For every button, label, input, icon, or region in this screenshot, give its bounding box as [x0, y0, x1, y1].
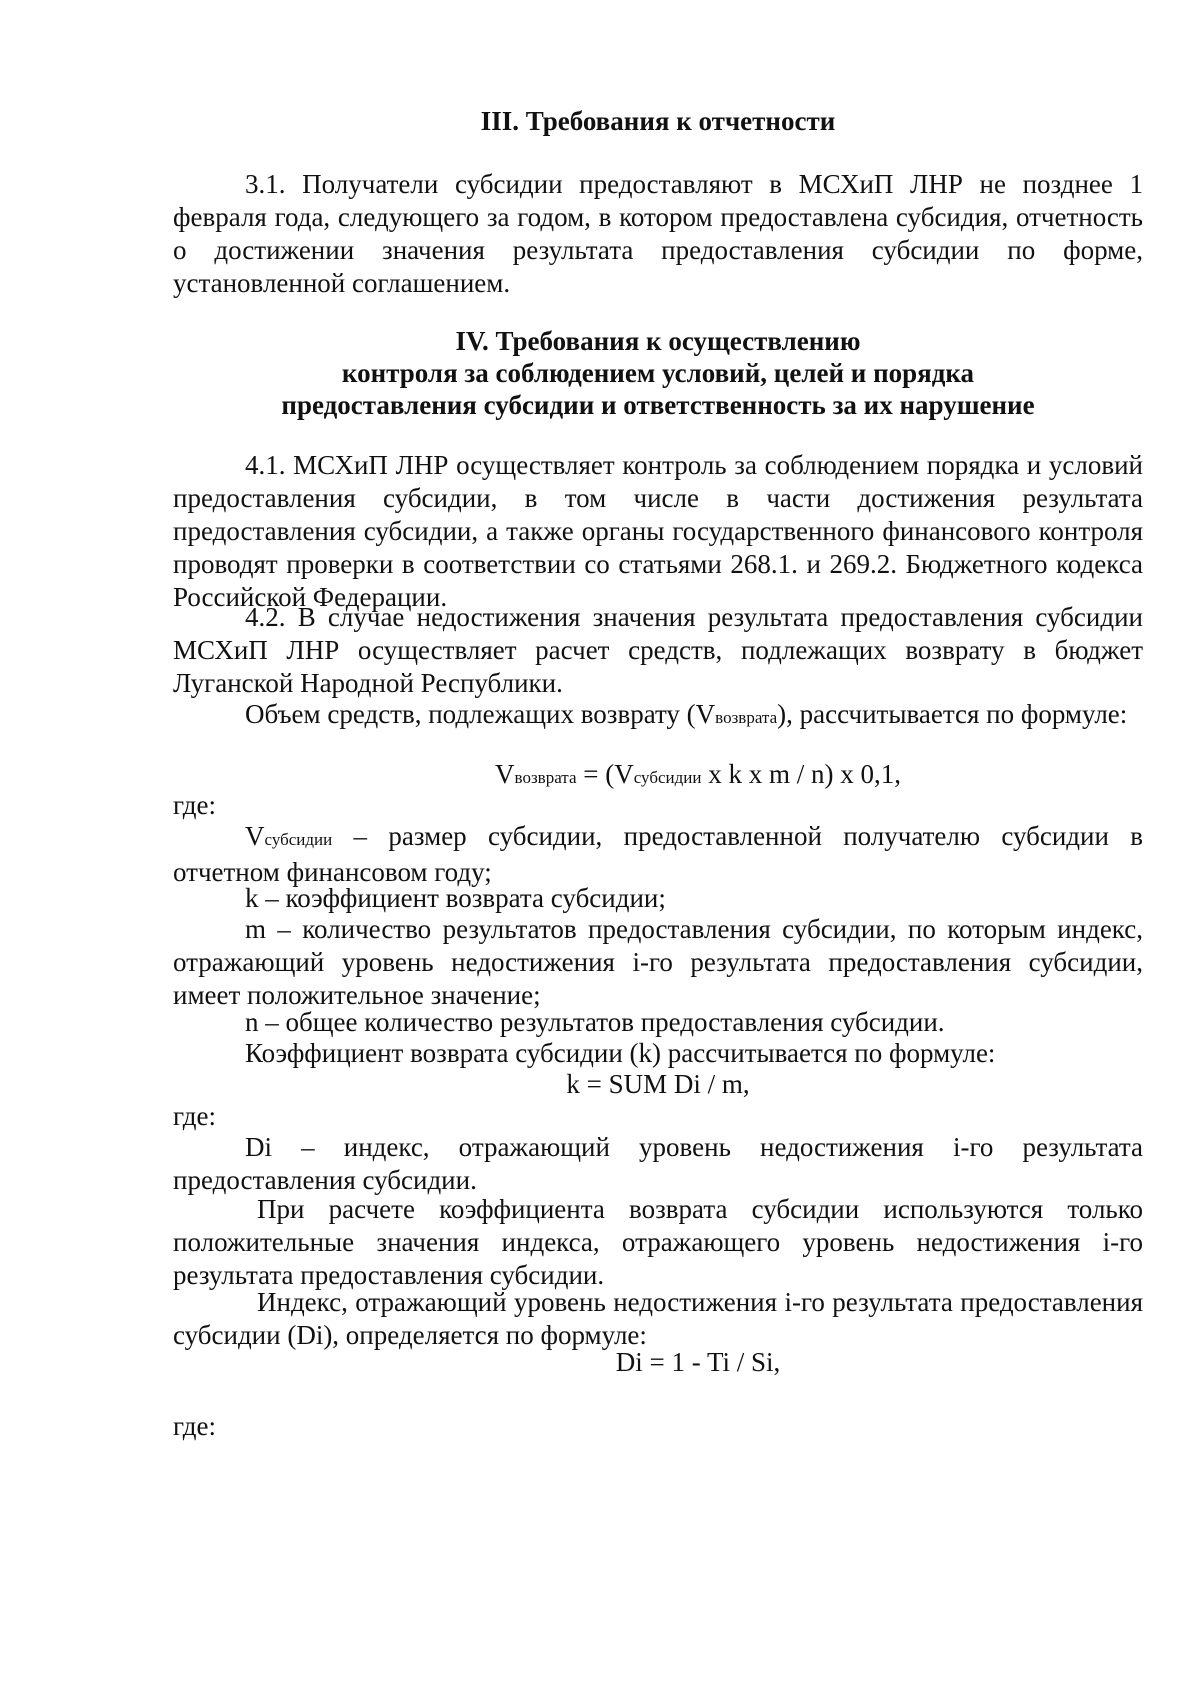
volume-intro-text-end: ), рассчитывается по формуле:	[777, 699, 1128, 729]
paragraph-4-2: 4.2. В случае недостижения значения результата предоставления субсидии МСХиП ЛНР осуществляет расчет средств, подлежащих возврату в бюджет Луганской Народной Республики.	[173, 602, 1143, 698]
volume-intro-text: Объем средств, подлежащих возврату (V	[245, 699, 716, 729]
where-label-2: где:	[173, 1101, 216, 1131]
definition-m: m – количество результатов предоставления субсидии, по которым индекс, отражающий уровень недостижения i-го результата предоставления субсидии, имеет положительное значение;	[173, 914, 1143, 1010]
formula-coefficient: k = SUM Di / m,	[566, 1069, 750, 1099]
section-3-heading: III. Требования к отчетности	[480, 106, 836, 136]
section-4-heading-line-2: контроля за соблюдением условий, целей и порядка	[341, 358, 975, 388]
paragraph-4-1: 4.1. МСХиП ЛНР осуществляет контроль за соблюдением порядка и условий предоставления субсидии, в том числе в части достижения результата предоставления субсидии, а также органы государственного финансового контроля проводят проверки в соответствии со статьями 268.1. и 269.2. Бюджетного кодекса Российской Федерации.	[173, 450, 1143, 612]
coefficient-intro: Коэффициент возврата субсидии (k) рассчитывается по формуле:	[245, 1038, 996, 1068]
definition-di: Di – индекс, отражающий уровень недостижения i-го результата предоставления субсидии.	[173, 1132, 1143, 1195]
where-label-3: где:	[173, 1411, 216, 1441]
formula-index-text: Di = 1 - Ti / Si,	[615, 1347, 781, 1377]
definition-v-subsidy	[173, 820, 1143, 889]
section-4-heading-line-1: IV. Требования к осуществлению	[455, 326, 861, 356]
formula-index	[173, 1346, 1143, 1379]
index-intro: Индекс, отражающий уровень недостижения i-го результата предоставления субсидии (Di), определяется по формуле:	[173, 1287, 1143, 1350]
where-label-1: где:	[173, 790, 216, 820]
formula-volume-mid: = (V	[576, 759, 634, 789]
section-4-heading-line-3: предоставления субсидии и ответственность за их нарушение	[281, 390, 1035, 420]
volume-intro-subscript: возврата	[715, 708, 778, 727]
definition-v-letter: V	[245, 821, 265, 851]
paragraph-3-1: 3.1. Получатели субсидии предоставляют в МСХиП ЛНР не позднее 1 февраля года, следующего за годом, в котором предоставлена субсидия, отчетность о достижении значения результата предоставления субсидии по форме, установленной соглашением.	[173, 169, 1143, 298]
formula-volume-rest: x k x m / n) x 0,1,	[701, 759, 901, 789]
definition-n: n – общее количество результатов предоставления субсидии.	[245, 1007, 945, 1037]
positive-values-note: При расчете коэффициента возврата субсидии используются только положительные значения индекса, отражающего уровень недостижения i-го результата предоставления субсидии.	[173, 1194, 1143, 1290]
volume-intro	[173, 698, 1143, 734]
formula-volume	[173, 758, 1143, 794]
definition-v-subscript: субсидии	[264, 830, 333, 849]
definition-k: k – коэффициент возврата субсидии;	[245, 883, 666, 913]
formula-volume-sub-2: субсидии	[633, 768, 702, 787]
definition-v-text: – размер субсидии, предоставленной получателю субсидии в отчетном финансовом году;	[173, 821, 1143, 887]
formula-volume-v: V	[495, 759, 515, 789]
formula-volume-sub-1: возврата	[514, 768, 577, 787]
